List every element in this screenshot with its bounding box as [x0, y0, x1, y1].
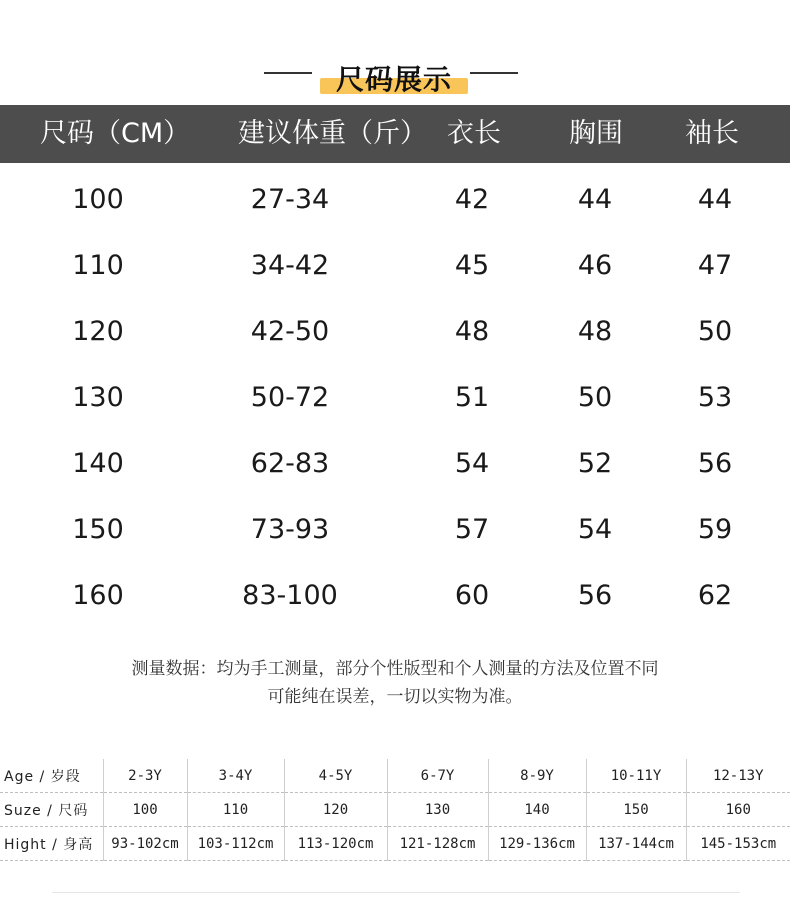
age-value: 6-7Y [387, 759, 488, 793]
cell-chest: 46 [577, 250, 613, 281]
cell-length: 48 [454, 316, 490, 347]
cell-weight: 73-93 [250, 514, 330, 545]
age-size-height-table [0, 759, 790, 861]
table-row [0, 299, 790, 365]
size-label: Suze / 尺码 [0, 793, 103, 827]
header-size: 尺码（CM） [40, 118, 191, 149]
age-value: 12-13Y [686, 759, 790, 793]
size-value: 130 [387, 793, 488, 827]
cell-sleeve: 44 [697, 184, 733, 215]
cell-size: 150 [72, 514, 124, 545]
title-left-rule [264, 72, 312, 74]
cell-sleeve: 56 [697, 448, 733, 479]
cell-chest: 52 [577, 448, 613, 479]
table-row [0, 167, 790, 233]
cell-weight: 27-34 [250, 184, 330, 215]
cell-chest: 48 [577, 316, 613, 347]
table-row [0, 563, 790, 629]
cell-chest: 54 [577, 514, 613, 545]
size-value: 150 [586, 793, 686, 827]
size-row [0, 793, 790, 827]
cell-size: 140 [72, 448, 124, 479]
cell-chest: 44 [577, 184, 613, 215]
size-table-header [0, 105, 790, 163]
cell-sleeve: 47 [697, 250, 733, 281]
cell-length: 51 [454, 382, 490, 413]
size-value: 120 [284, 793, 387, 827]
cell-size: 130 [72, 382, 124, 413]
cell-size: 120 [72, 316, 124, 347]
age-value: 3-4Y [187, 759, 284, 793]
title-section [0, 28, 790, 96]
measurement-note-line1: 测量数据：均为手工测量，部分个性版型和个人测量的方法及位置不同 [131, 659, 659, 679]
age-value: 4-5Y [284, 759, 387, 793]
cell-length: 42 [454, 184, 490, 215]
cell-weight: 62-83 [250, 448, 330, 479]
measurement-note-line2: 可能纯在误差，一切以实物为准。 [267, 687, 523, 707]
cell-length: 57 [454, 514, 490, 545]
page-title: 尺码展示 [335, 63, 452, 96]
header-sleeve: 袖长 [685, 118, 739, 149]
cell-size: 160 [72, 580, 124, 611]
size-value: 110 [187, 793, 284, 827]
table-row [0, 365, 790, 431]
height-value: 129-136cm [488, 827, 586, 861]
height-value: 103-112cm [187, 827, 284, 861]
cell-size: 110 [72, 250, 124, 281]
age-value: 2-3Y [103, 759, 187, 793]
cell-length: 45 [454, 250, 490, 281]
age-value: 8-9Y [488, 759, 586, 793]
table-row [0, 233, 790, 299]
height-row [0, 827, 790, 861]
cell-length: 60 [454, 580, 490, 611]
cell-weight: 50-72 [250, 382, 330, 413]
cell-sleeve: 50 [697, 316, 733, 347]
height-value: 113-120cm [284, 827, 387, 861]
table-row [0, 497, 790, 563]
header-chest: 胸围 [569, 118, 623, 149]
cell-size: 100 [72, 184, 124, 215]
size-value: 100 [103, 793, 187, 827]
bottom-divider [52, 892, 740, 893]
cell-chest: 56 [577, 580, 613, 611]
age-row [0, 759, 790, 793]
title-right-rule [470, 72, 518, 74]
size-value: 140 [488, 793, 586, 827]
header-weight: 建议体重（斤） [238, 118, 427, 149]
table-row [0, 431, 790, 497]
cell-sleeve: 59 [697, 514, 733, 545]
age-label: Age / 岁段 [0, 759, 103, 793]
header-length: 衣长 [447, 118, 501, 149]
cell-sleeve: 53 [697, 382, 733, 413]
size-value: 160 [686, 793, 790, 827]
cell-length: 54 [454, 448, 490, 479]
age-value: 10-11Y [586, 759, 686, 793]
cell-weight: 42-50 [250, 316, 330, 347]
height-value: 93-102cm [103, 827, 187, 861]
cell-sleeve: 62 [697, 580, 733, 611]
cell-chest: 50 [577, 382, 613, 413]
cell-weight: 34-42 [250, 250, 330, 281]
height-value: 145-153cm [686, 827, 790, 861]
cell-weight: 83-100 [242, 580, 338, 611]
height-value: 121-128cm [387, 827, 488, 861]
height-value: 137-144cm [586, 827, 686, 861]
height-label: Hight / 身高 [0, 827, 103, 861]
